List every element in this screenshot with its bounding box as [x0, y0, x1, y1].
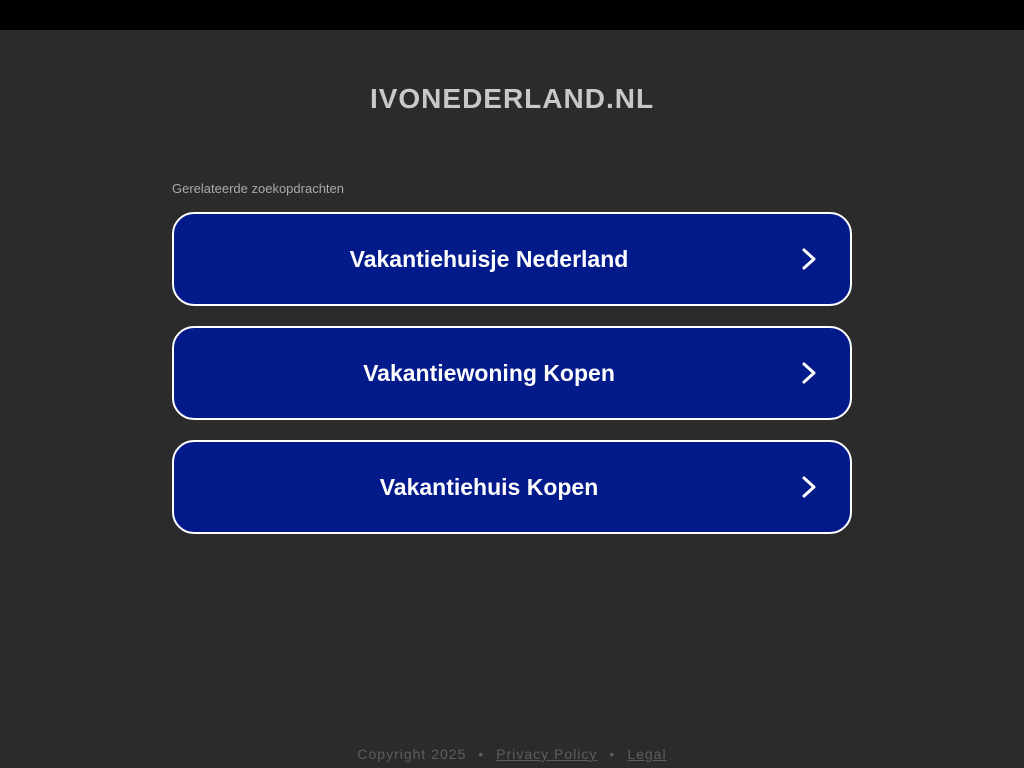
legal-link[interactable]: Legal [627, 746, 667, 762]
top-bar [0, 0, 1024, 30]
related-search-label: Vakantiewoning Kopen [363, 360, 615, 386]
footer [0, 745, 1024, 763]
copyright-text: Copyright 2025 [357, 746, 467, 762]
related-searches-label: Gerelateerde zoekopdrachten [172, 181, 345, 196]
footer-separator: • [478, 746, 485, 762]
related-search-item-vakantiehuis-kopen[interactable] [172, 440, 852, 534]
chevron-right-icon [798, 247, 820, 271]
chevron-right-icon [798, 475, 820, 499]
site-title: IVONEDERLAND.NL [369, 83, 655, 114]
related-searches-list [172, 212, 852, 554]
related-search-item-vakantiehuisje-nederland[interactable] [172, 212, 852, 306]
privacy-policy-link[interactable]: Privacy Policy [496, 746, 598, 762]
related-search-label: Vakantiehuis Kopen [379, 474, 599, 500]
footer-separator: • [609, 746, 616, 762]
related-search-item-vakantiewoning-kopen[interactable] [172, 326, 852, 420]
chevron-right-icon [798, 361, 820, 385]
related-search-label: Vakantiehuisje Nederland [349, 246, 629, 272]
